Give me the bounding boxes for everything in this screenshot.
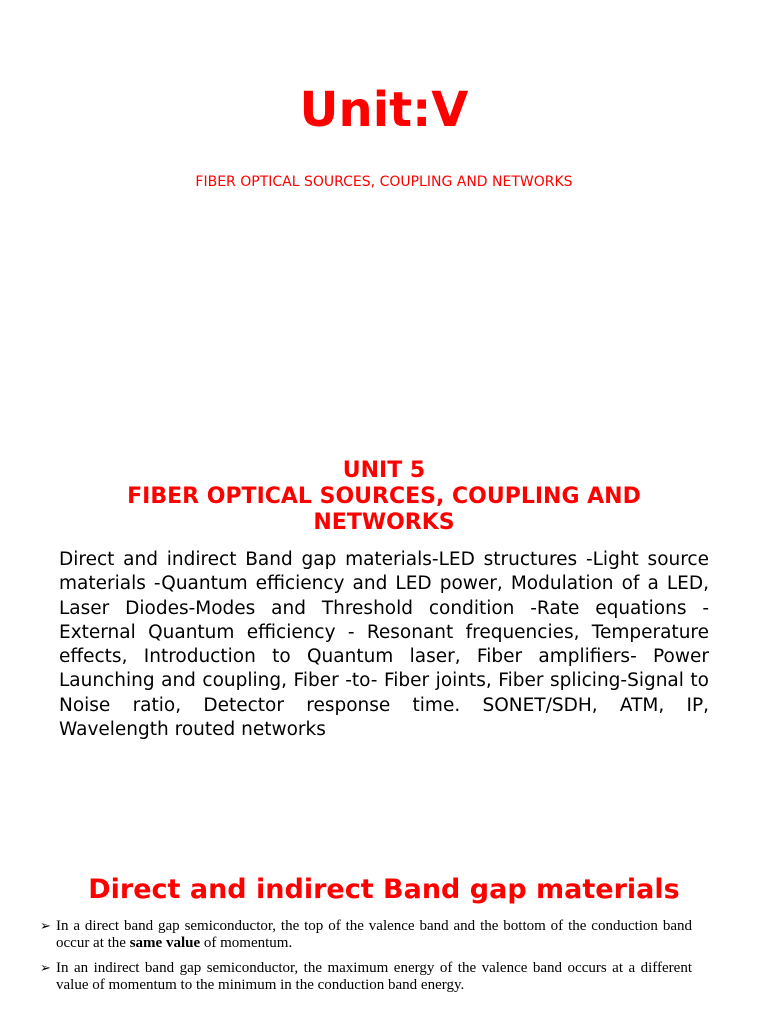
arrow-bullet-icon: ➢ <box>40 961 51 976</box>
unit-heading <box>40 458 728 536</box>
list-item <box>40 960 692 994</box>
syllabus-text: Direct and indirect Band gap materials-LED structures -Light source materials -Quantum efficiency and LED power, Modulation of a LED, Laser Diodes-Modes and Threshold condition -Rate equations -External Quantum efficiency - Resonant frequencies, Temperature effects, Introduction to Quantum laser, Fiber amplifiers- Power Launching and coupling, Fiber -to- Fiber joints, Fiber splicing-Signal to Noise ratio, Detector response time. SONET/SDH, ATM, IP, Wavelength routed networks <box>59 549 709 741</box>
slide-title: Unit:V <box>299 82 469 138</box>
title-slide <box>0 0 768 432</box>
arrow-bullet-icon: ➢ <box>40 919 51 934</box>
bullet-list <box>40 918 692 1002</box>
bullet-bold-text: same value <box>129 935 201 951</box>
section-heading: Direct and indirect Band gap materials <box>88 874 680 905</box>
unit-heading-line-3: NETWORKS <box>313 510 455 535</box>
list-item <box>40 918 692 952</box>
unit-heading-line-2: FIBER OPTICAL SOURCES, COUPLING AND <box>127 484 641 509</box>
bullet-text-before: In a direct band gap semiconductor, the top of the valence band and the bottom of the conduction band occur at the <box>56 918 692 951</box>
unit-heading-line-1: UNIT 5 <box>342 458 426 483</box>
band-gap-slide <box>0 832 768 1024</box>
slide-subtitle: FIBER OPTICAL SOURCES, COUPLING AND NETWORKS <box>195 174 573 190</box>
bullet-text-after: of momentum. <box>200 935 293 951</box>
bullet-text: In an indirect band gap semiconductor, the maximum energy of the valence band occurs at a different value of momentum to the minimum in the conduction band energy. <box>56 960 692 993</box>
syllabus-slide <box>0 432 768 832</box>
